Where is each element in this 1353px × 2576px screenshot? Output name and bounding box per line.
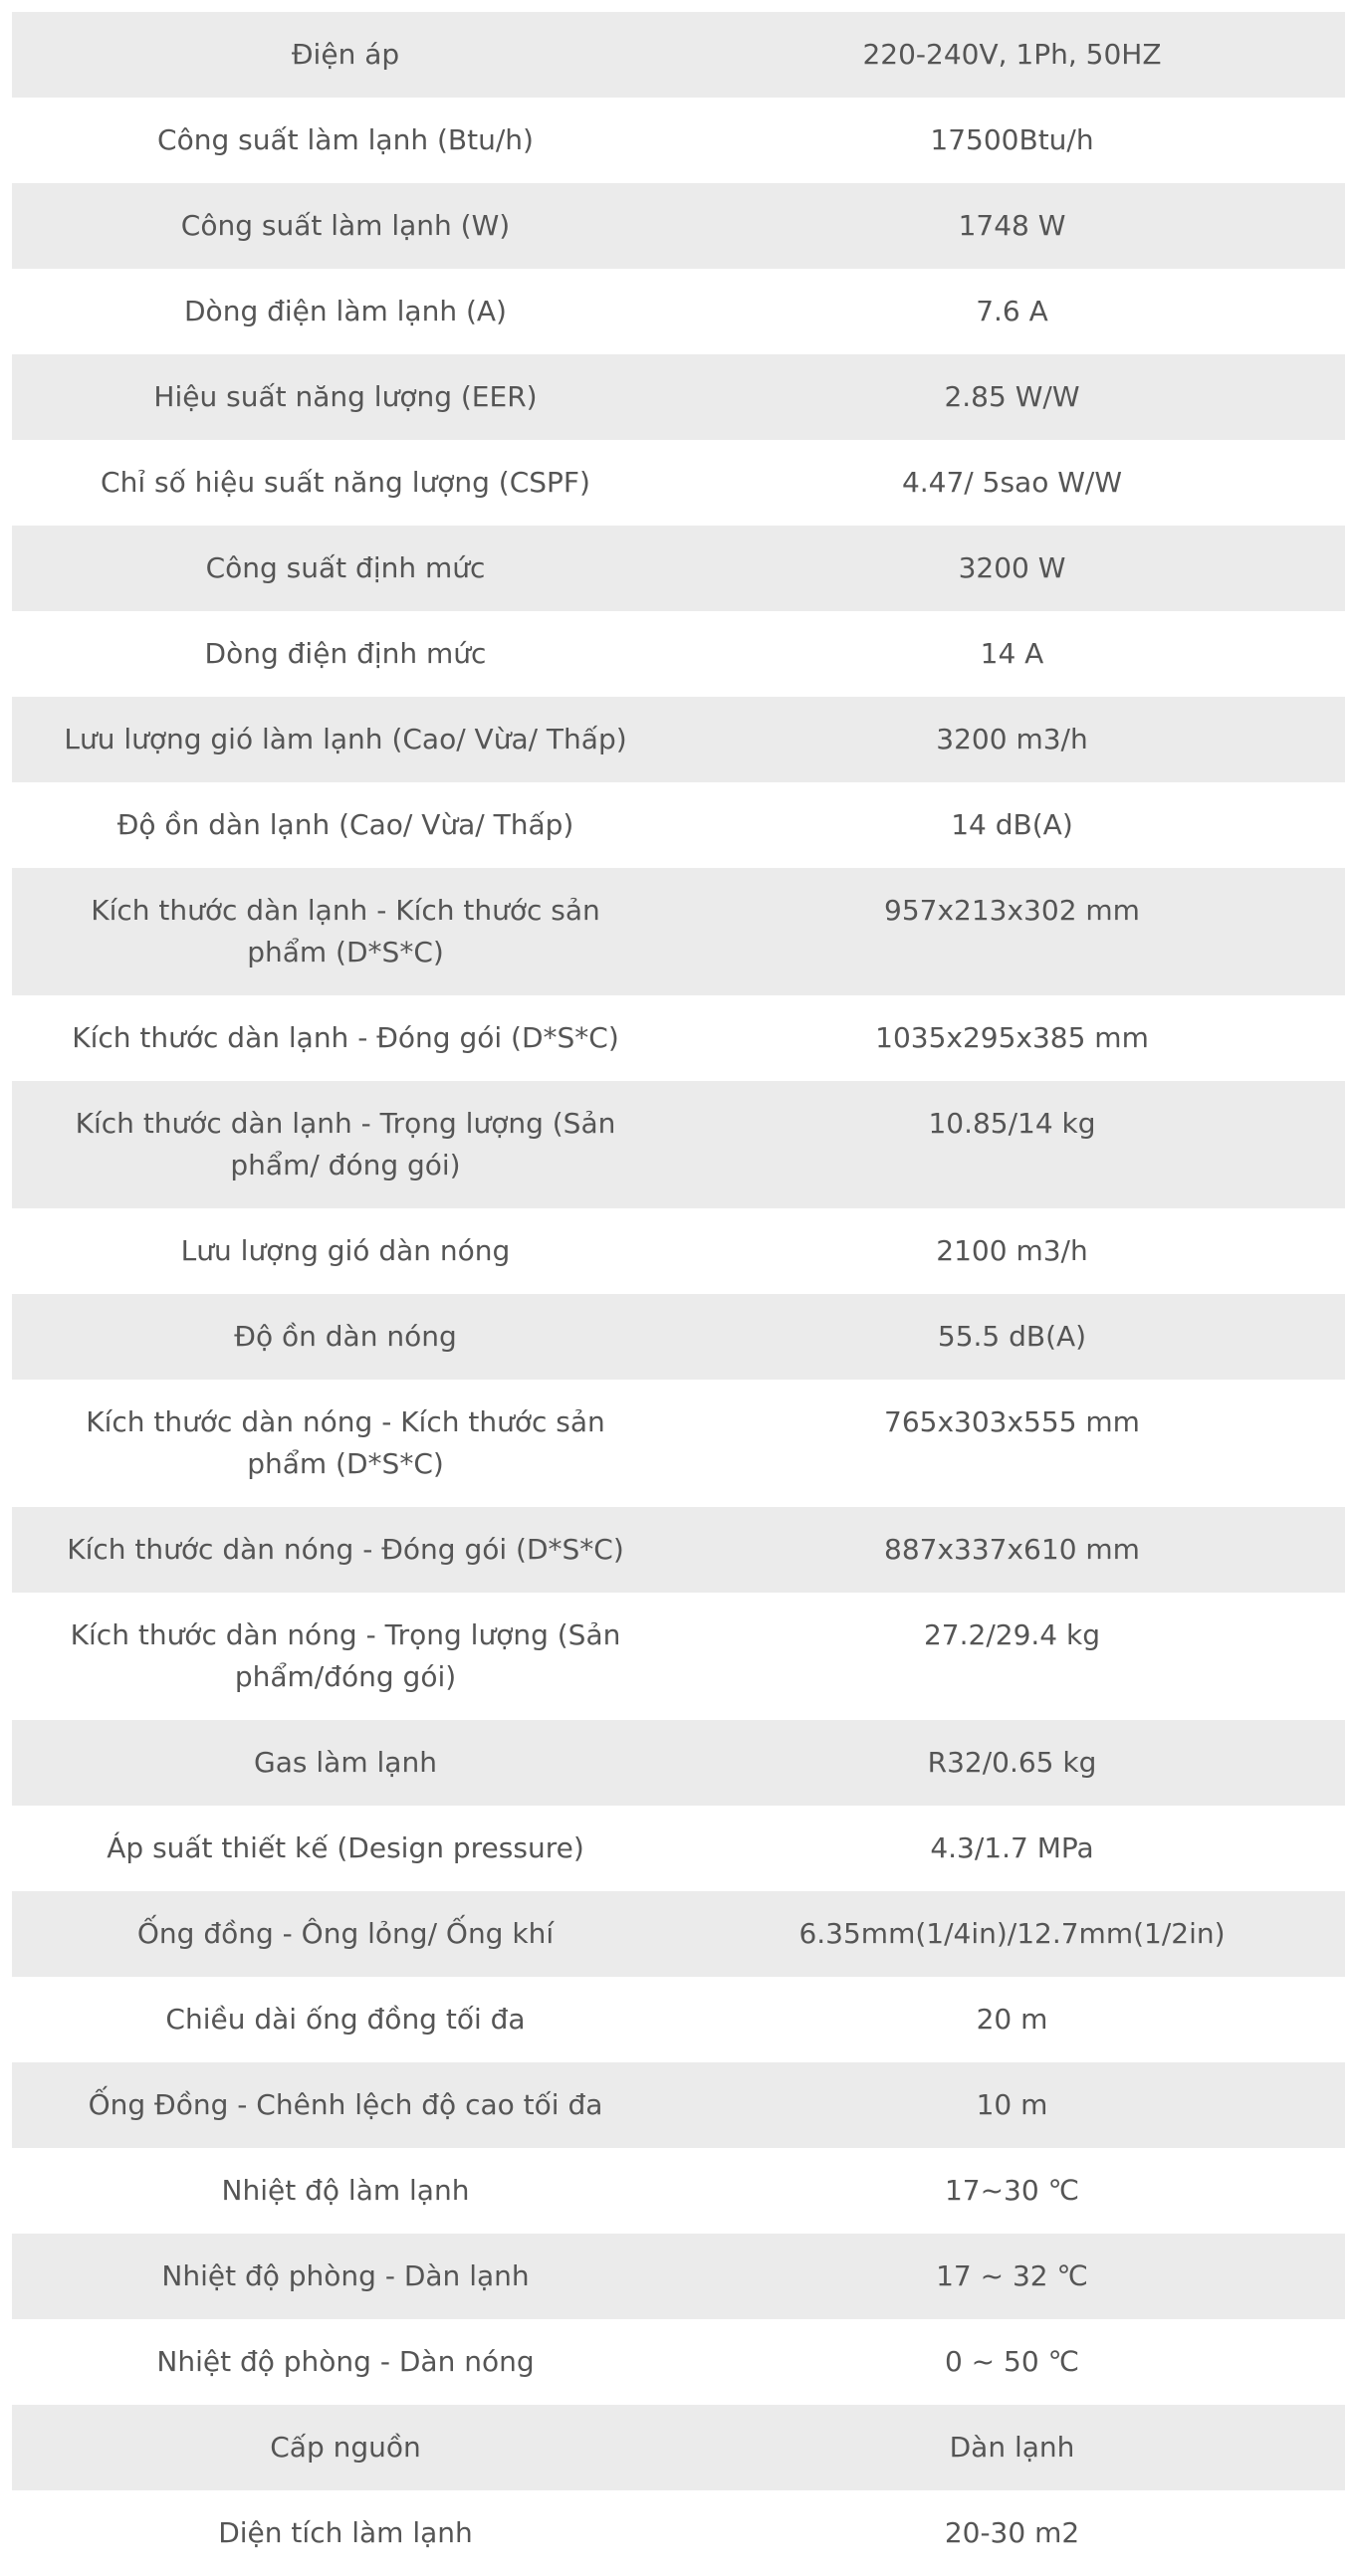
table-row: [12, 98, 1345, 183]
spec-label: Kích thước dàn nóng - Kích thước sản phẩm (D*S*C): [12, 1380, 679, 1507]
spec-label: Chiều dài ống đồng tối đa: [12, 1977, 679, 2062]
spec-value: 20-30 m2: [679, 2490, 1345, 2576]
table-row: [12, 12, 1345, 98]
table-row: [12, 2319, 1345, 2405]
table-row: [12, 1294, 1345, 1380]
spec-label: Dòng điện định mức: [12, 611, 679, 697]
spec-label: Nhiệt độ phòng - Dàn nóng: [12, 2319, 679, 2405]
spec-label: Điện áp: [12, 12, 679, 98]
spec-label: Lưu lượng gió làm lạnh (Cao/ Vừa/ Thấp): [12, 697, 679, 782]
spec-value: 4.47/ 5sao W/W: [679, 440, 1345, 526]
spec-table: [12, 12, 1345, 2576]
spec-value: 27.2/29.4 kg: [679, 1593, 1345, 1720]
table-row: [12, 2062, 1345, 2148]
table-row: [12, 1593, 1345, 1720]
spec-value: 220-240V, 1Ph, 50HZ: [679, 12, 1345, 98]
spec-value: 4.3/1.7 MPa: [679, 1806, 1345, 1891]
spec-value: 55.5 dB(A): [679, 1294, 1345, 1380]
table-row: [12, 526, 1345, 611]
spec-value: 14 A: [679, 611, 1345, 697]
spec-value: R32/0.65 kg: [679, 1720, 1345, 1806]
spec-value: 17500Btu/h: [679, 98, 1345, 183]
table-row: [12, 269, 1345, 354]
spec-label: Công suất làm lạnh (W): [12, 183, 679, 269]
spec-label: Nhiệt độ làm lạnh: [12, 2148, 679, 2234]
spec-value: 7.6 A: [679, 269, 1345, 354]
table-row: [12, 1081, 1345, 1208]
table-row: [12, 1806, 1345, 1891]
table-row: [12, 2148, 1345, 2234]
spec-value: 17 ~ 32 ℃: [679, 2234, 1345, 2319]
table-row: [12, 611, 1345, 697]
spec-label: Độ ồn dàn lạnh (Cao/ Vừa/ Thấp): [12, 782, 679, 868]
spec-label: Áp suất thiết kế (Design pressure): [12, 1806, 679, 1891]
spec-label: Kích thước dàn lạnh - Kích thước sản phẩm (D*S*C): [12, 868, 679, 995]
spec-label: Công suất làm lạnh (Btu/h): [12, 98, 679, 183]
spec-label: Kích thước dàn nóng - Trọng lượng (Sản phẩm/đóng gói): [12, 1593, 679, 1720]
spec-label: Dòng điện làm lạnh (A): [12, 269, 679, 354]
spec-value: 1035x295x385 mm: [679, 995, 1345, 1081]
spec-label: Diện tích làm lạnh: [12, 2490, 679, 2576]
spec-label: Ống đồng - Ông lỏng/ Ống khí: [12, 1891, 679, 1977]
spec-label: Hiệu suất năng lượng (EER): [12, 354, 679, 440]
spec-value: 6.35mm(1/4in)/12.7mm(1/2in): [679, 1891, 1345, 1977]
spec-value: 3200 W: [679, 526, 1345, 611]
spec-value: 3200 m3/h: [679, 697, 1345, 782]
spec-label: Kích thước dàn lạnh - Đóng gói (D*S*C): [12, 995, 679, 1081]
table-row: [12, 1507, 1345, 1593]
spec-label: Gas làm lạnh: [12, 1720, 679, 1806]
table-row: [12, 868, 1345, 995]
spec-value: 14 dB(A): [679, 782, 1345, 868]
spec-value: Dàn lạnh: [679, 2405, 1345, 2490]
spec-value: 17~30 ℃: [679, 2148, 1345, 2234]
spec-value: 887x337x610 mm: [679, 1507, 1345, 1593]
table-row: [12, 995, 1345, 1081]
spec-value: 0 ~ 50 ℃: [679, 2319, 1345, 2405]
spec-value: 10.85/14 kg: [679, 1081, 1345, 1208]
table-row: [12, 1208, 1345, 1294]
spec-label: Kích thước dàn lạnh - Trọng lượng (Sản phẩm/ đóng gói): [12, 1081, 679, 1208]
table-row: [12, 782, 1345, 868]
spec-label: Công suất định mức: [12, 526, 679, 611]
spec-value: 2100 m3/h: [679, 1208, 1345, 1294]
table-row: [12, 440, 1345, 526]
table-row: [12, 697, 1345, 782]
spec-label: Chỉ số hiệu suất năng lượng (CSPF): [12, 440, 679, 526]
table-row: [12, 1720, 1345, 1806]
spec-label: Độ ồn dàn nóng: [12, 1294, 679, 1380]
table-row: [12, 1977, 1345, 2062]
spec-value: 765x303x555 mm: [679, 1380, 1345, 1507]
spec-label: Ống Đồng - Chênh lệch độ cao tối đa: [12, 2062, 679, 2148]
spec-value: 957x213x302 mm: [679, 868, 1345, 995]
table-row: [12, 354, 1345, 440]
table-row: [12, 2490, 1345, 2576]
table-row: [12, 2234, 1345, 2319]
spec-label: Kích thước dàn nóng - Đóng gói (D*S*C): [12, 1507, 679, 1593]
spec-label: Lưu lượng gió dàn nóng: [12, 1208, 679, 1294]
table-row: [12, 183, 1345, 269]
table-row: [12, 2405, 1345, 2490]
spec-value: 1748 W: [679, 183, 1345, 269]
spec-label: Cấp nguồn: [12, 2405, 679, 2490]
spec-label: Nhiệt độ phòng - Dàn lạnh: [12, 2234, 679, 2319]
spec-value: 10 m: [679, 2062, 1345, 2148]
table-row: [12, 1380, 1345, 1507]
table-row: [12, 1891, 1345, 1977]
spec-value: 2.85 W/W: [679, 354, 1345, 440]
spec-value: 20 m: [679, 1977, 1345, 2062]
